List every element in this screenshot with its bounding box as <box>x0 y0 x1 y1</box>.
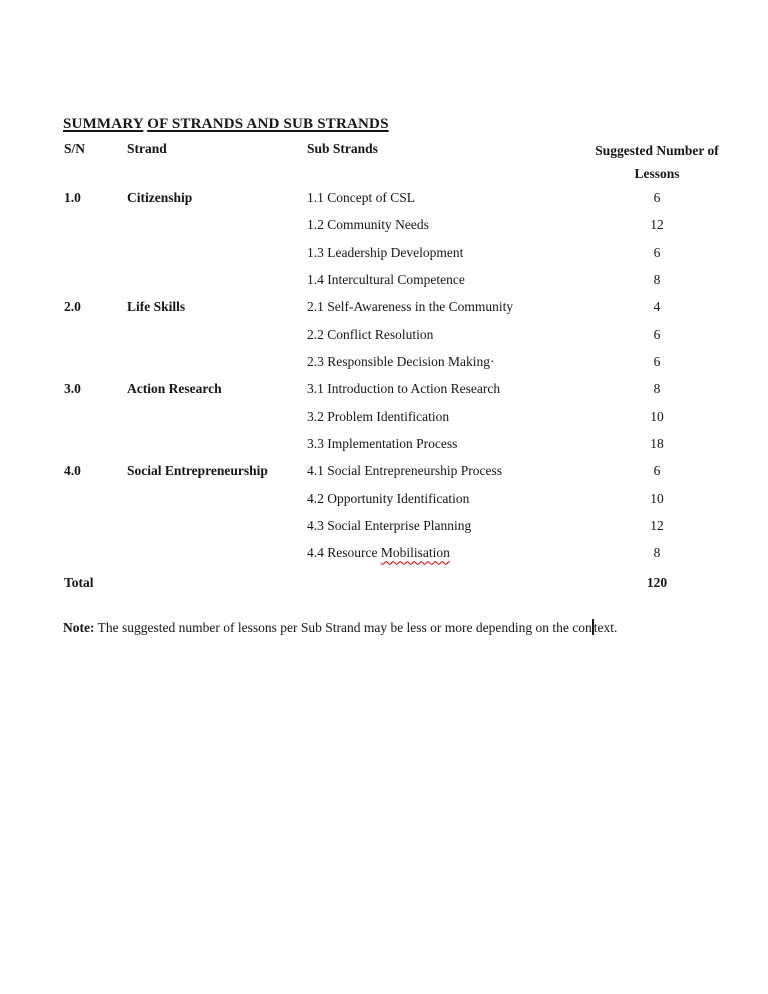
sub-strand-cell: 1.4 Intercultural Competence <box>307 271 465 287</box>
note-text-before-caret: The suggested number of lessons per Sub Strand may be less or more depending on the con <box>94 620 592 635</box>
total-row <box>64 575 725 602</box>
table-row <box>64 299 725 326</box>
strand-cell: Action Research <box>127 381 222 397</box>
table-row <box>64 190 725 217</box>
sn-cell: 3.0 <box>64 381 81 397</box>
sn-cell: 1.0 <box>64 190 81 205</box>
lessons-cell: 18 <box>650 435 664 451</box>
sn-cell: 4.0 <box>64 463 81 479</box>
lessons-cell: 6 <box>653 190 661 205</box>
table-row <box>64 272 725 299</box>
sub-strand-cell: 3.1 Introduction to Action Research <box>307 381 501 397</box>
note-paragraph <box>63 619 683 636</box>
total-value: 120 <box>646 574 668 590</box>
table-row <box>64 545 725 572</box>
sub-strand-cell: 3.3 Implementation Process <box>307 435 458 451</box>
lessons-cell: 12 <box>650 217 664 233</box>
table-row <box>64 354 725 381</box>
table-row <box>64 491 725 518</box>
strand-cell: Life Skills <box>127 299 186 315</box>
lessons-cell: 6 <box>653 463 661 479</box>
summary-table <box>64 141 725 602</box>
table-row <box>64 436 725 463</box>
lessons-cell: 8 <box>653 271 661 287</box>
sub-strand-cell: 2.3 Responsible Decision Making· <box>307 353 495 369</box>
header-sn: S/N <box>64 141 86 156</box>
lessons-cell: 6 <box>653 244 661 260</box>
table-row <box>64 217 725 244</box>
sub-strand-cell: 3.2 Problem Identification <box>307 408 450 424</box>
sub-strand-cell: 2.1 Self-Awareness in the Community <box>307 299 514 315</box>
header-strand: Strand <box>127 141 167 156</box>
header-lessons <box>589 139 725 185</box>
sn-cell: 2.0 <box>64 299 81 315</box>
document-title-part1: SUMMARY <box>63 116 144 132</box>
lessons-cell: 6 <box>653 326 661 342</box>
strand-cell: Citizenship <box>127 190 193 205</box>
table-header-row <box>64 141 725 190</box>
lessons-cell: 4 <box>653 299 661 315</box>
sub-strand-cell: 1.3 Leadership Development <box>307 244 464 260</box>
header-lessons-line2: Lessons <box>634 166 680 181</box>
lessons-cell: 6 <box>653 353 661 369</box>
lessons-cell: 8 <box>653 381 661 397</box>
document-title-part2: OF STRANDS AND SUB STRANDS <box>147 116 389 132</box>
lessons-cell: 10 <box>650 490 664 506</box>
lessons-cell: 10 <box>650 408 664 424</box>
lessons-cell: 8 <box>653 545 661 561</box>
sub-strand-cell: 4.3 Social Enterprise Planning <box>307 517 472 533</box>
header-lessons-line1: Suggested Number of <box>595 143 719 158</box>
header-sub-strands: Sub Strands <box>307 141 378 156</box>
table-row <box>64 518 725 545</box>
sub-strand-cell: 1.1 Concept of CSL <box>307 190 415 205</box>
table-row <box>64 245 725 272</box>
note-text-after-caret: text. <box>593 620 618 635</box>
sub-strand-cell: 2.2 Conflict Resolution <box>307 326 434 342</box>
strand-cell: Social Entrepreneurship <box>127 463 268 479</box>
misspelled-word: Mobilisation <box>380 545 450 561</box>
table-row <box>64 409 725 436</box>
total-label: Total <box>64 574 94 590</box>
table-row <box>64 381 725 408</box>
table-body <box>64 190 725 573</box>
lessons-cell: 12 <box>650 517 664 533</box>
document-title <box>63 116 389 133</box>
sub-strand-cell: 4.1 Social Entrepreneurship Process <box>307 463 502 479</box>
sub-strand-cell: 1.2 Community Needs <box>307 217 429 233</box>
sub-strand-cell: 4.2 Opportunity Identification <box>307 490 470 506</box>
note-label: Note: <box>63 620 95 635</box>
sub-strand-cell: 4.4 Resource Mobilisation <box>307 545 450 561</box>
table-row <box>64 327 725 354</box>
table-row <box>64 463 725 490</box>
